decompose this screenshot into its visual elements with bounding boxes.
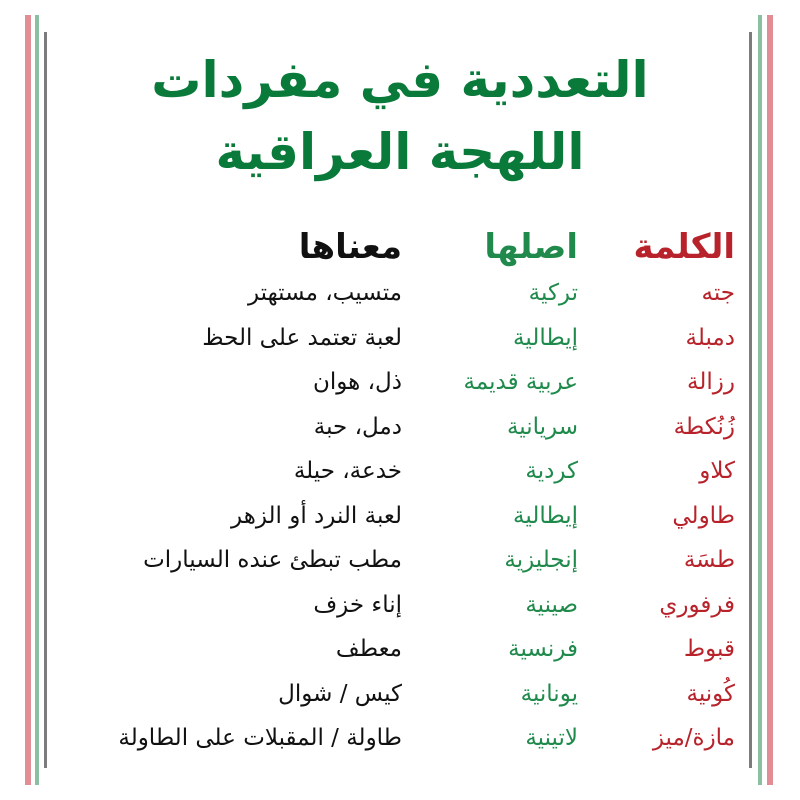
row-word: فرفوري: [659, 592, 735, 618]
row-origin: كردية: [525, 458, 578, 484]
row-origin: صينية: [525, 592, 578, 618]
row-word: رزالة: [687, 369, 735, 395]
row-origin: لاتينية: [525, 725, 578, 751]
row-meaning: خدعة، حيلة: [293, 458, 402, 484]
row-word: طسَة: [683, 547, 735, 573]
row-meaning: لعبة النرد أو الزهر: [231, 503, 402, 529]
row-meaning: معطف: [335, 636, 402, 662]
row-word: قبوط: [683, 636, 735, 662]
row-origin: إنجليزية: [504, 547, 578, 573]
row-word: جته: [701, 280, 735, 306]
row-word: زُنُكطة: [673, 414, 735, 440]
row-word: كلاو: [699, 458, 735, 484]
row-origin: إيطالية: [513, 325, 578, 351]
row-origin: تركية: [528, 280, 578, 306]
row-origin: إيطالية: [513, 503, 578, 529]
row-meaning: طاولة / المقبلات على الطاولة: [118, 725, 402, 751]
row-meaning: إناء خزف: [313, 592, 402, 618]
header-meaning: معناها: [298, 227, 402, 267]
row-meaning: مطب تبطئ عنده السيارات: [143, 547, 402, 573]
row-meaning: ذل، هوان: [313, 369, 402, 395]
row-meaning: لعبة تعتمد على الحظ: [202, 325, 402, 351]
row-word: كُونية: [686, 681, 735, 707]
row-meaning: متسيب، مستهتر: [247, 280, 402, 306]
title-line-1: التعددية في مفردات: [151, 51, 649, 109]
right-gray-border: [749, 32, 752, 768]
row-origin: سريانية: [506, 414, 578, 440]
header-word: الكلمة: [633, 227, 735, 267]
row-word: طاولي: [672, 503, 735, 529]
header-origin: اصلها: [484, 227, 578, 267]
right-green-border: [758, 15, 762, 785]
row-meaning: كيس / شوال: [278, 681, 402, 707]
row-meaning: دمل، حبة: [313, 414, 402, 440]
row-origin: عربية قديمة: [463, 369, 578, 395]
row-word: مازة/ميز: [652, 725, 735, 751]
row-origin: فرنسية: [508, 636, 578, 662]
row-word: دمبلة: [685, 325, 735, 351]
left-red-border: [25, 15, 31, 785]
left-green-border: [35, 15, 39, 785]
title-line-2: اللهجة العراقية: [215, 123, 585, 181]
right-red-border: [767, 15, 773, 785]
row-origin: يونانية: [520, 681, 578, 707]
